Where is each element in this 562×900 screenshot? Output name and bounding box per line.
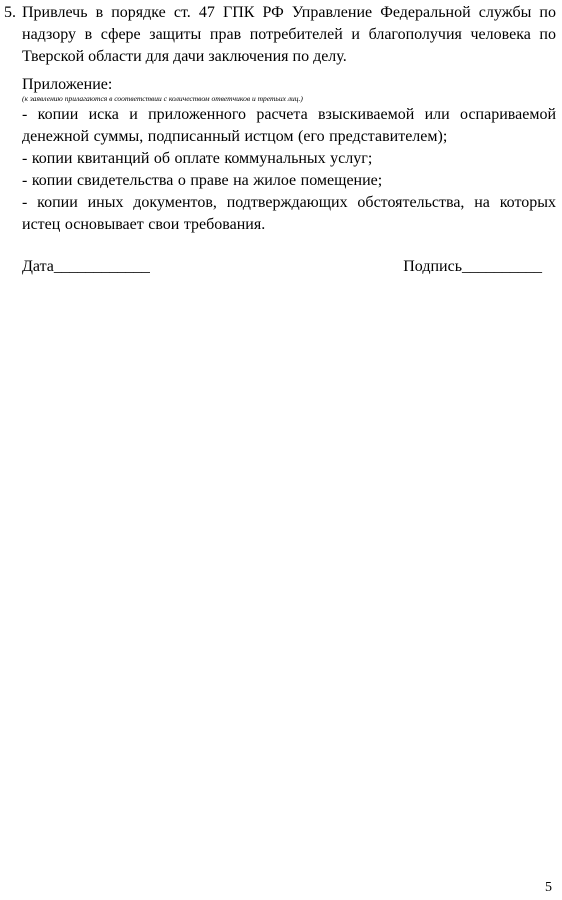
appendix-item-other-documents: - копии иных документов, подтверждающих обстоятельства, на которых истец основывает свои требования. <box>22 194 556 233</box>
appendix-item-claim-copies: - копии иска и приложенного расчета взыскиваемой или оспариваемой денежной суммы, подписанный истцом (его представителем); <box>22 106 556 145</box>
appendix-note: (к заявлению прилагаются в соответствии с количеством ответчиков и третьих лиц.) <box>22 94 303 103</box>
appendix-item-housing-certificate: - копии свидетельства о праве на жилое помещение; <box>22 172 383 189</box>
item-number: 5. <box>4 4 16 21</box>
date-field: Дата____________ <box>22 258 150 275</box>
page-number: 5 <box>545 880 552 895</box>
item-text: Привлечь в порядке ст. 47 ГПК РФ Управление Федеральной службы по надзору в сфере защиты прав потребителей и благополучия человека по Тверской области для дачи заключения по делу. <box>22 4 556 65</box>
appendix-section <box>22 74 556 236</box>
appendix-heading: Приложение: <box>22 76 113 93</box>
appendix-item-utility-receipts: - копии квитанций об оплате коммунальных услуг; <box>22 150 373 167</box>
appendix-list <box>22 104 556 236</box>
signature-field: Подпись__________ <box>403 258 542 275</box>
request-item-5 <box>4 2 556 68</box>
